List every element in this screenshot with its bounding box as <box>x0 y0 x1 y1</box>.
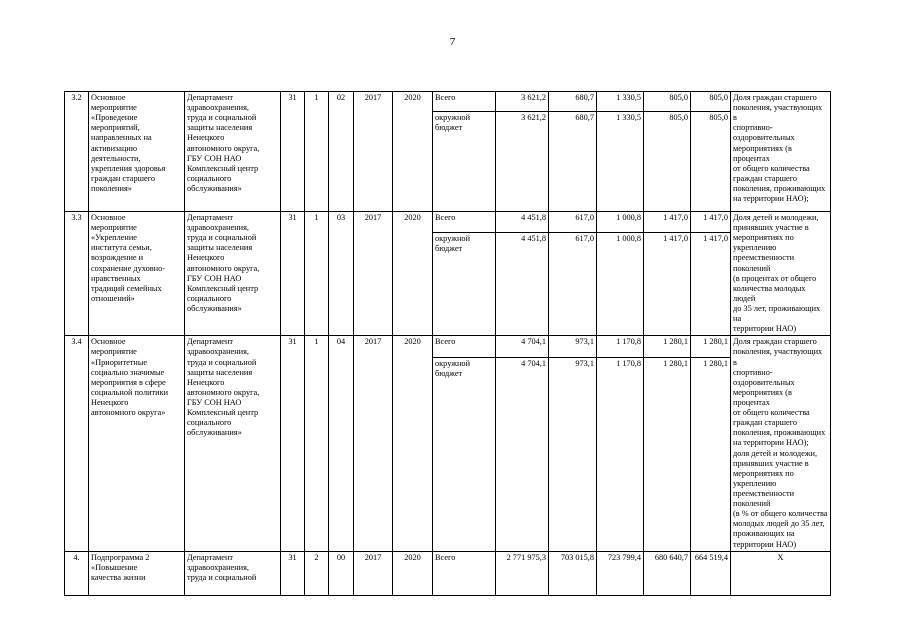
funding-source-budget: окружной бюджет <box>433 358 496 551</box>
activity-name: Основное мероприятие «Приоритетные социально значимые мероприятия в сфере социальной политики Ненецкого автономного округа» <box>89 336 185 551</box>
value-2020-budget: 805,0 <box>691 112 731 212</box>
end-year: 2020 <box>393 336 433 551</box>
total-value: 2 771 975,3 <box>496 551 549 595</box>
target-indicator: Х <box>731 551 831 595</box>
value-2019-budget: 805,0 <box>644 112 691 212</box>
code-program: 31 <box>281 551 305 595</box>
value-2020-budget: 1 280,1 <box>691 358 731 551</box>
subprogram-name: Подпрограмма 2 «Повышение качества жизни <box>89 551 185 595</box>
code-activity: 00 <box>329 551 354 595</box>
start-year: 2017 <box>354 551 393 595</box>
funding-source-budget: окружной бюджет <box>433 112 496 212</box>
row-number: 4. <box>65 551 89 595</box>
executor: Департамент здравоохранения, труда и социальной защиты населения Ненецкого автономного округа, ГБУ СОН НАО Комплексный центр социального обслуживания» <box>185 212 281 336</box>
code-activity: 03 <box>329 212 354 336</box>
executor: Департамент здравоохранения, труда и социальной защиты населения Ненецкого автономного округа, ГБУ СОН НАО Комплексный центр социального обслуживания» <box>185 336 281 551</box>
total-value-budget: 3 621,2 <box>496 112 549 212</box>
funding-source-budget: окружной бюджет <box>433 232 496 335</box>
value-2018: 1 000,8 <box>597 212 644 233</box>
value-2020: 1 280,1 <box>691 336 731 358</box>
target-indicator: Доля граждан старшего поколения, участвующих в спортивно-оздоровительных мероприятиях (в процентах от общего количества граждан старшего поколения, проживающих на территории НАО); <box>731 92 831 212</box>
subprogram-row <box>65 551 831 595</box>
value-2019-budget: 1 280,1 <box>644 358 691 551</box>
value-2017-budget: 973,1 <box>549 358 597 551</box>
code-subprogram: 1 <box>305 92 329 212</box>
activity-name: Основное мероприятие «Укрепление института семьи, возрождение и сохранение духовно- нравственных традиций семейных отношений» <box>89 212 185 336</box>
executor: Департамент здравоохранения, труда и социальной <box>185 551 281 595</box>
code-activity: 02 <box>329 92 354 212</box>
value-2020: 1 417,0 <box>691 212 731 233</box>
value-2019: 805,0 <box>644 92 691 112</box>
value-2017: 973,1 <box>549 336 597 358</box>
end-year: 2020 <box>393 212 433 336</box>
page-number: 7 <box>449 36 456 48</box>
executor: Департамент здравоохранения, труда и социальной защиты населения Ненецкого автономного округа, ГБУ СОН НАО Комплексный центр социального обслуживания» <box>185 92 281 212</box>
start-year: 2017 <box>354 92 393 212</box>
value-2019: 1 280,1 <box>644 336 691 358</box>
value-2017-budget: 617,0 <box>549 232 597 335</box>
total-value-budget: 4 704,1 <box>496 358 549 551</box>
end-year: 2020 <box>393 551 433 595</box>
total-value: 4 704,1 <box>496 336 549 358</box>
total-value: 3 621,2 <box>496 92 549 112</box>
start-year: 2017 <box>354 212 393 336</box>
code-program: 31 <box>281 212 305 336</box>
value-2018-budget: 1 170,8 <box>597 358 644 551</box>
program-table <box>64 91 831 596</box>
code-activity: 04 <box>329 336 354 551</box>
funding-source-total: Всего <box>433 92 496 112</box>
value-2017-budget: 680,7 <box>549 112 597 212</box>
row-number: 3.4 <box>65 336 89 551</box>
value-2019: 1 417,0 <box>644 212 691 233</box>
value-2019-budget: 1 417,0 <box>644 232 691 335</box>
code-program: 31 <box>281 336 305 551</box>
start-year: 2017 <box>354 336 393 551</box>
value-2018-budget: 1 000,8 <box>597 232 644 335</box>
activity-row <box>65 336 831 358</box>
value-2018: 1 330,5 <box>597 92 644 112</box>
value-2018-budget: 1 330,5 <box>597 112 644 212</box>
value-2017: 703 015,8 <box>549 551 597 595</box>
value-2020: 664 519,4 <box>691 551 731 595</box>
activity-row <box>65 92 831 112</box>
end-year: 2020 <box>393 92 433 212</box>
code-subprogram: 1 <box>305 212 329 336</box>
code-subprogram: 2 <box>305 551 329 595</box>
value-2017: 617,0 <box>549 212 597 233</box>
row-number: 3.3 <box>65 212 89 336</box>
activity-row <box>65 212 831 233</box>
funding-source-total: Всего <box>433 336 496 358</box>
total-value-budget: 4 451,8 <box>496 232 549 335</box>
value-2018: 723 799,4 <box>597 551 644 595</box>
value-2019: 680 640,7 <box>644 551 691 595</box>
target-indicator: Доля детей и молодежи, принявших участие в мероприятиях по укреплению преемственности поколений (в процентах от общего количества молодых людей до 35 лет, проживающих на территории НАО) <box>731 212 831 336</box>
value-2020: 805,0 <box>691 92 731 112</box>
value-2020-budget: 1 417,0 <box>691 232 731 335</box>
row-number: 3.2 <box>65 92 89 212</box>
value-2018: 1 170,8 <box>597 336 644 358</box>
target-indicator: Доля граждан старшего поколения, участвующих в спортивно-оздоровительных мероприятиях (в процентах от общего количества граждан старшего поколения, проживающих на территории НАО); доля детей и молодежи, принявших участие в мероприятиях по укреплению преемственности поколений (в % от общего количества молодых людей до 35 лет, проживающих на территории НАО) <box>731 336 831 551</box>
total-value: 4 451,8 <box>496 212 549 233</box>
activity-name: Основное мероприятие «Проведение мероприятий, направленных на активизацию деятельности, укрепления здоровья граждан старшего поколения» <box>89 92 185 212</box>
funding-source-total: Всего <box>433 551 496 595</box>
code-subprogram: 1 <box>305 336 329 551</box>
funding-source-total: Всего <box>433 212 496 233</box>
code-program: 31 <box>281 92 305 212</box>
value-2017: 680,7 <box>549 92 597 112</box>
